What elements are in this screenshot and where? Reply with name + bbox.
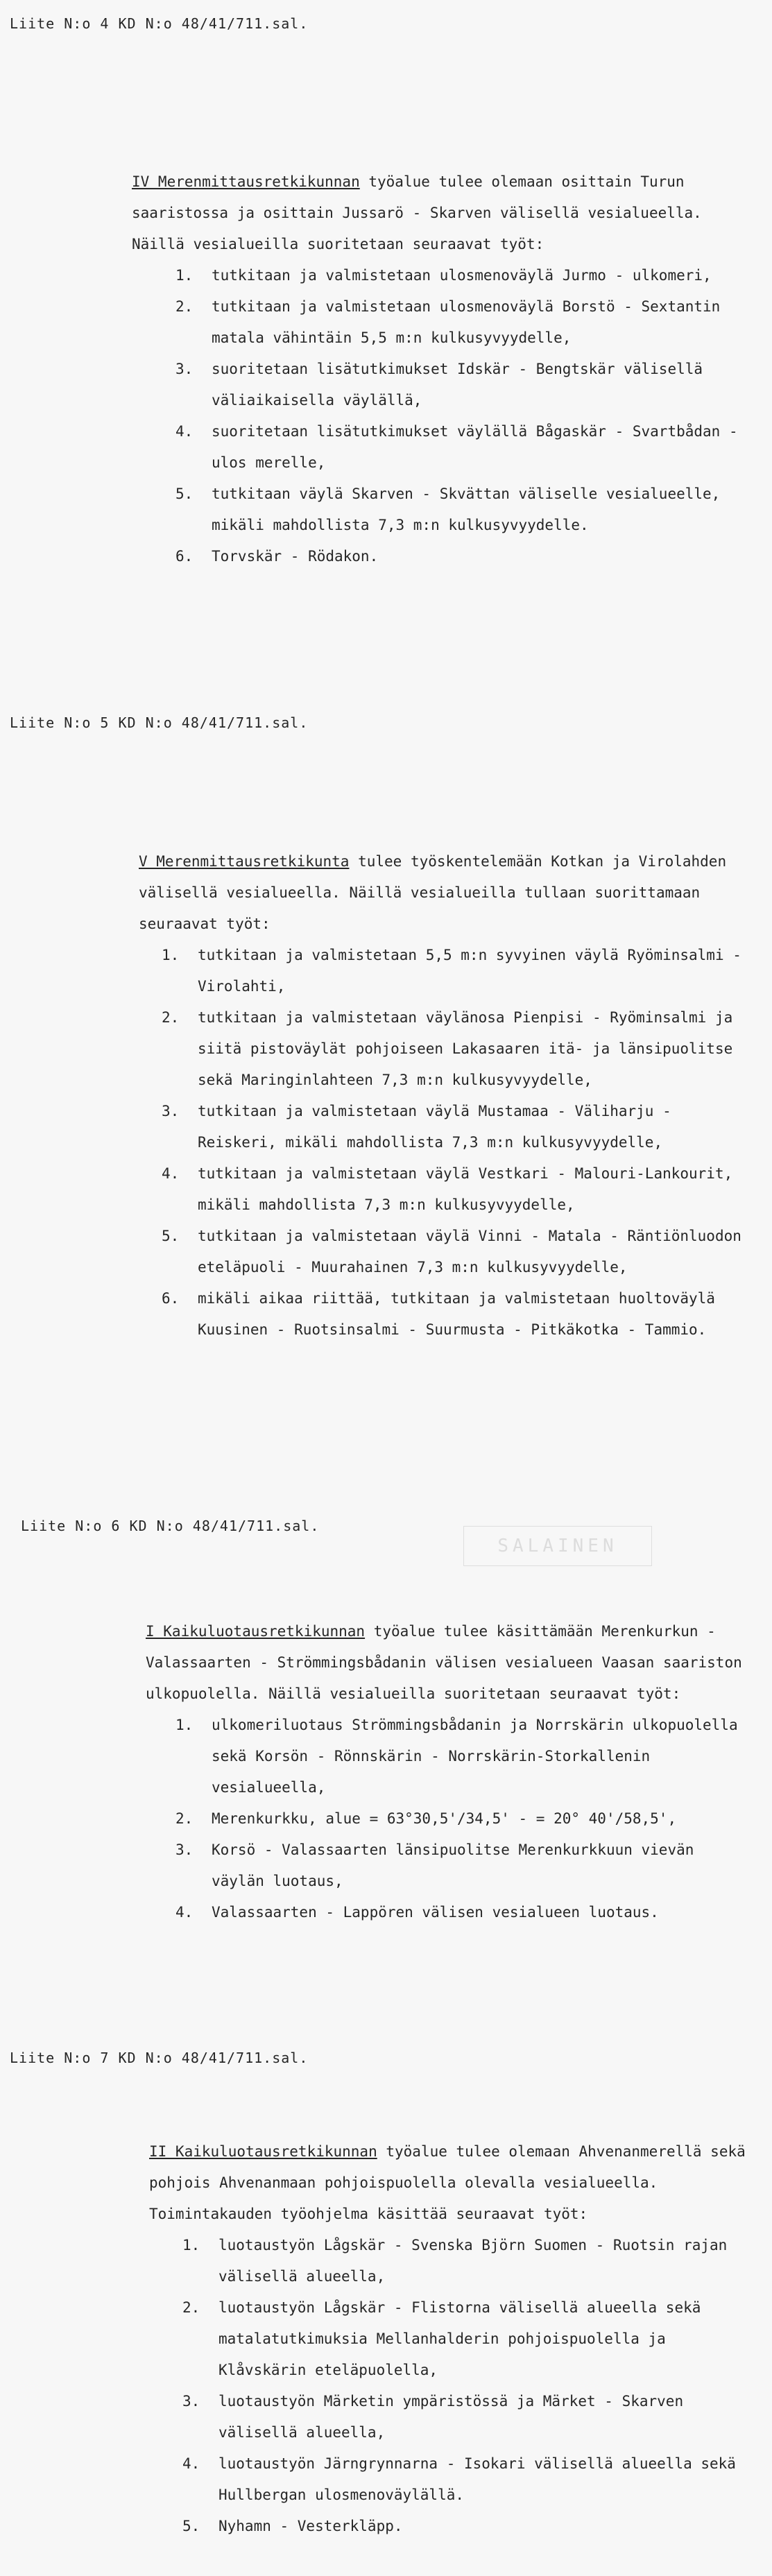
list-item: 1. ulkomeriluotaus Strömmingsbådanin ja Norrskärin ulkopuolella sekä Korsön - Rönnskärin - Norrskärin-Storkallenin vesialueella, bbox=[175, 1717, 738, 1796]
list-item: 2. tutkitaan ja valmistetaan väylänosa Pienpisi - Ryöminsalmi ja siitä pistoväylät pohjoiseen Lakasaaren itä- ja länsipuolitse sekä Maringinlahteen 7,3 m:n kulkusyvyydelle, bbox=[162, 1009, 733, 1088]
list-item: 5. tutkitaan ja valmistetaan väylä Vinni - Matala - Räntiönluodon eteläpuoli - Muurahainen 7,3 m:n kulkusyvyydelle, bbox=[162, 1228, 741, 1276]
section-i-list bbox=[175, 1710, 749, 1928]
appendix-ref-5: Liite N:o 5 KD N:o 48/41/711.sal. bbox=[10, 714, 309, 731]
list-item: 1. luotaustyön Lågskär - Svenska Björn Suomen - Ruotsin rajan välisellä alueella, bbox=[182, 2237, 728, 2285]
list-item: 3. suoritetaan lisätutkimukset Idskär - Bengtskär välisellä väliaikaisella väylällä, bbox=[175, 361, 703, 409]
appendix-ref-7: Liite N:o 7 KD N:o 48/41/711.sal. bbox=[10, 2050, 309, 2066]
section-iv-list bbox=[175, 260, 742, 572]
list-item: 4. suoritetaan lisätutkimukset väylällä Bågaskär - Svartbådan - ulos merelle, bbox=[175, 423, 738, 471]
section-i-intro bbox=[146, 1616, 749, 1710]
classification-stamp: SALAINEN bbox=[463, 1526, 652, 1566]
section-iv-intro-text: työalue tulee olemaan osittain Turun saaristossa ja osittain Jussarö - Skarven välisellä vesialueella. Näillä vesialueilla suoritetaan seuraavat työt: bbox=[132, 173, 702, 252]
list-item: 5. tutkitaan väylä Skarven - Skvättan väliselle vesialueelle, mikäli mahdollista 7,3 m:n kulkusyvyydelle. bbox=[175, 486, 721, 533]
section-ii bbox=[149, 2136, 753, 2542]
section-ii-title: II Kaikuluotausretkikunnan bbox=[149, 2143, 377, 2160]
list-item: 4. Valassaarten - Lappören välisen vesialueen luotaus. bbox=[175, 1904, 659, 1921]
section-v-title: V Merenmittausretkikunta bbox=[139, 853, 350, 870]
section-ii-list bbox=[182, 2230, 753, 2542]
list-item: 1. tutkitaan ja valmistetaan ulosmenoväylä Jurmo - ulkomeri, bbox=[175, 267, 712, 284]
list-item: 2. luotaustyön Lågskär - Flistorna välisellä alueella sekä matalatutkimuksia Mellanhalderin pohjoispuolella ja Klåvskärin eteläpuolella, bbox=[182, 2299, 701, 2378]
section-i bbox=[146, 1616, 749, 1928]
list-item: 3. Korsö - Valassaarten länsipuolitse Merenkurkkuun vievän väylän luotaus, bbox=[175, 1841, 694, 1889]
section-ii-intro-text: työalue tulee olemaan Ahvenanmerellä sekä pohjois Ahvenanmaan pohjoispuolella olevalla vesialueella. Toimintakauden työohjelma käsittää seuraavat työt: bbox=[149, 2143, 746, 2222]
section-v bbox=[139, 846, 742, 1346]
list-item: 2. Merenkurkku, alue = 63°30,5'/34,5' - = 20° 40'/58,5', bbox=[175, 1810, 677, 1827]
list-item: 5. Nyhamn - Vesterkläpp. bbox=[182, 2518, 403, 2534]
section-i-title: I Kaikuluotausretkikunnan bbox=[146, 1623, 366, 1640]
section-iv-intro bbox=[132, 166, 742, 260]
list-item: 6. Torvskär - Rödakon. bbox=[175, 548, 379, 565]
list-item: 6. mikäli aikaa riittää, tutkitaan ja valmistetaan huoltoväylä Kuusinen - Ruotsinsalmi - Suurmusta - Pitkäkotka - Tammio. bbox=[162, 1290, 715, 1338]
appendix-ref-4: Liite N:o 4 KD N:o 48/41/711.sal. bbox=[10, 15, 309, 32]
list-item: 4. luotaustyön Järngrynnarna - Isokari välisellä alueella sekä Hullbergan ulosmenoväylällä. bbox=[182, 2455, 736, 2503]
list-item: 3. tutkitaan ja valmistetaan väylä Mustamaa - Väliharju - Reiskeri, mikäli mahdollista 7,3 m:n kulkusyvyydelle, bbox=[162, 1103, 671, 1151]
list-item: 4. tutkitaan ja valmistetaan väylä Vestkari - Malouri-Lankourit, mikäli mahdollista 7,3 m:n kulkusyvyydelle, bbox=[162, 1165, 733, 1213]
section-iv bbox=[132, 166, 742, 572]
section-iv-title: IV Merenmittausretkikunnan bbox=[132, 173, 360, 190]
section-v-intro bbox=[139, 846, 742, 940]
section-i-intro-text: työalue tulee käsittämään Merenkurkun - Valassaarten - Strömmingsbådanin välisen vesialueen Vaasan saariston ulkopuolella. Näillä vesialueilla suoritetaan seuraavat työt: bbox=[146, 1623, 742, 1702]
list-item: 3. luotaustyön Märketin ympäristössä ja Märket - Skarven välisellä alueella, bbox=[182, 2393, 684, 2441]
list-item: 1. tutkitaan ja valmistetaan 5,5 m:n syvyinen väylä Ryöminsalmi - Virolahti, bbox=[162, 947, 741, 995]
list-item: 2. tutkitaan ja valmistetaan ulosmenoväylä Borstö - Sextantin matala vähintäin 5,5 m:n kulkusyvyydelle, bbox=[175, 298, 721, 346]
section-ii-intro bbox=[149, 2136, 753, 2230]
section-v-intro-text: tulee työskentelemään Kotkan ja Virolahden välisellä vesialueella. Näillä vesialueilla tullaan suorittamaan seuraavat työt: bbox=[139, 853, 727, 932]
section-v-list bbox=[162, 940, 742, 1346]
appendix-ref-6: Liite N:o 6 KD N:o 48/41/711.sal. bbox=[21, 1518, 320, 1534]
